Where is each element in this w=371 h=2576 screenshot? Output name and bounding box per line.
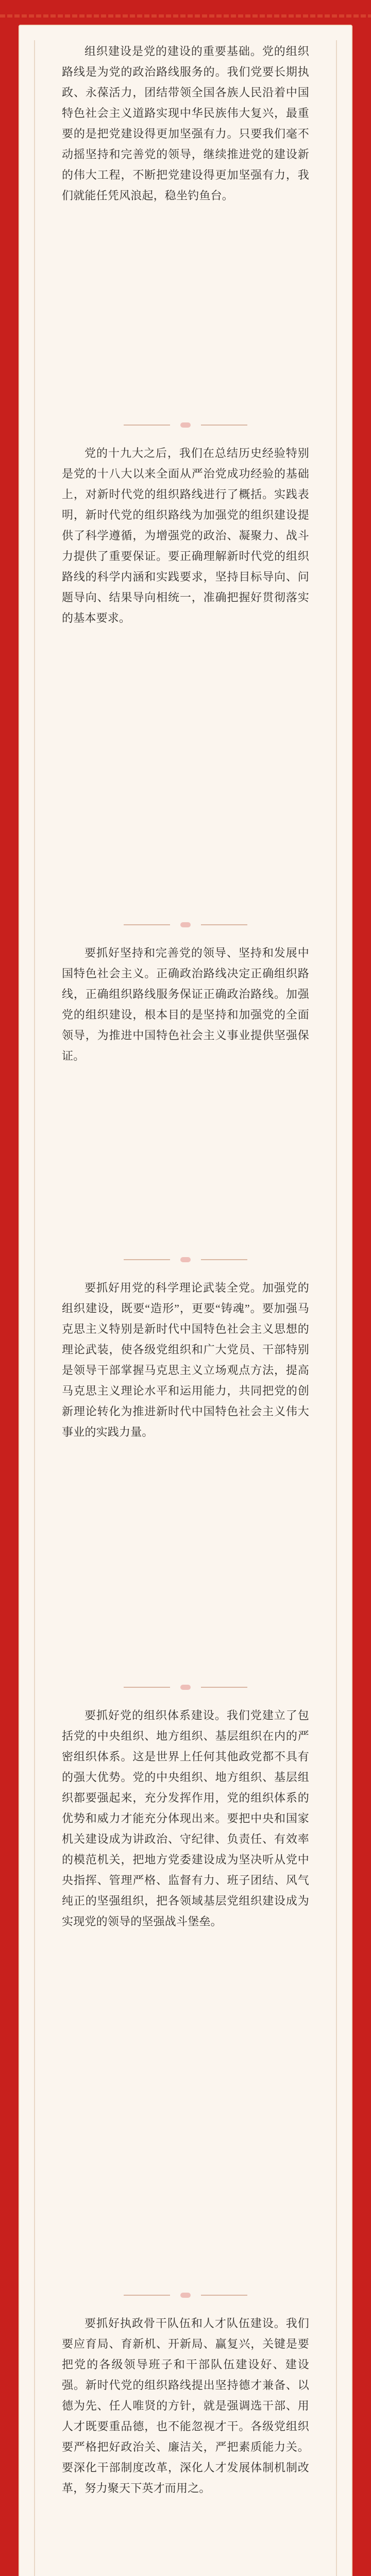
section-4-text: 要抓好用党的科学理论武装全党。加强党的组织建设，既要“造形”，更要“铸魂”。要加强马克思主义特别是新时代中国特色社会主义思想的理论武装，使各级党组织和广大党员、干部特别是领导干部掌握马克思主义立场观点方法，提高马克思主义理论水平和运用能力，共同把党的创新理论转化为推进新时代中国特色社会主义伟大事业的实践力量。 bbox=[62, 1281, 309, 1438]
section-divider bbox=[124, 922, 247, 927]
divider-dot bbox=[180, 2293, 191, 2298]
section-6 bbox=[62, 2313, 309, 2499]
divider-dot bbox=[180, 1685, 191, 1690]
section-1-text: 组织建设是党的建设的重要基础。党的组织路线是为党的政治路线服务的。我们党要长期执政、永葆活力，团结带领全国各族人民沿着中国特色社会主义道路实现中华民族伟大复兴，最重要的是把党建设得更加坚强有力。只要我们毫不动摇坚持和完善党的领导，继续推进党的建设新的伟大工程，不断把党建设得更加坚强有力，我们就能任凭风浪起，稳坐钓鱼台。 bbox=[62, 45, 309, 202]
section-5-text: 要抓好党的组织体系建设。我们党建立了包括党的中央组织、地方组织、基层组织在内的严密组织体系。这是世界上任何其他政党都不具有的强大优势。党的中央组织、地方组织、基层组织都要强起来，充分发挥作用，党的组织体系的优势和威力才能充分体现出来。要把中央和国家机关建设成为讲政治、守纪律、负责任、有效率的模范机关，把地方党委建设成为坚决听从党中央指挥、管理严格、监督有力、班子团结、风气纯正的坚强组织，把各领域基层党组织建设成为实现党的领导的坚强战斗堡垒。 bbox=[62, 1709, 309, 1928]
top-ornament bbox=[0, 14, 371, 18]
section-divider bbox=[124, 1257, 247, 1262]
section-2 bbox=[62, 443, 309, 629]
section-divider bbox=[124, 422, 247, 428]
section-divider bbox=[124, 2293, 247, 2298]
section-3 bbox=[62, 943, 309, 1066]
divider-dot bbox=[180, 422, 191, 428]
section-4 bbox=[62, 1278, 309, 1443]
section-2-text: 党的十九大之后，我们在总结历史经验特别是党的十八大以来全面从严治党成功经验的基础上，对新时代党的组织路线进行了概括。实践表明，新时代党的组织路线为加强党的组织建设提供了科学遵循，为增强党的政治、凝聚力、战斗力提供了重要保证。要正确理解新时代党的组织路线的科学内涵和实践要求，坚持目标导向、问题导向、结果导向相统一，准确把握好贯彻落实的基本要求。 bbox=[62, 447, 309, 624]
section-divider bbox=[124, 1685, 247, 1690]
section-1 bbox=[62, 41, 309, 206]
section-3-text: 要抓好坚持和完善党的领导、坚持和发展中国特色社会主义。正确政治路线决定正确组织路线，正确组织路线服务保证正确政治路线。加强党的组织建设，根本目的是坚持和加强党的全面领导，为推进中国特色社会主义事业提供坚强保证。 bbox=[62, 946, 309, 1062]
section-6-text: 要抓好执政骨干队伍和人才队伍建设。我们要应育局、育新机、开新局、赢复兴，关键是要把党的各级领导班子和干部队伍建设好、建设强。新时代党的组织路线提出坚持德才兼备、以德为先、任人唯贤的方针，就是强调选干部、用人才既要重品德，也不能忽视才干。各级党组织要严格把好政治关、廉洁关，严把素质能力关。要深化干部制度改革，深化人才发展体制机制改革，努力聚天下英才而用之。 bbox=[62, 2317, 309, 2495]
divider-dot bbox=[180, 922, 191, 927]
section-5 bbox=[62, 1705, 309, 1932]
divider-dot bbox=[180, 1257, 191, 1262]
